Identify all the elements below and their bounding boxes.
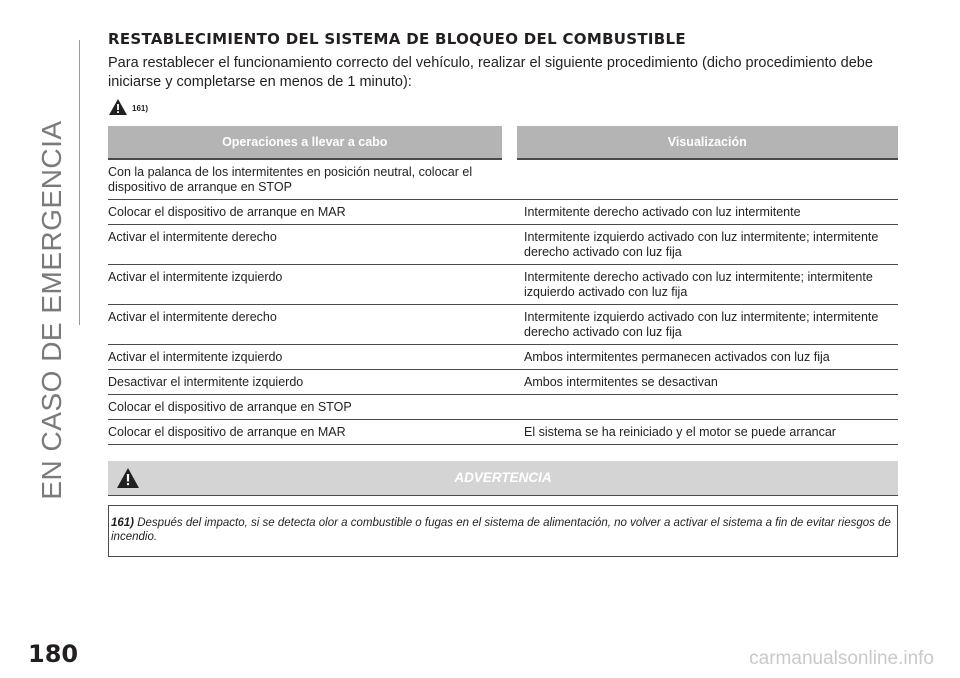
display-cell: Intermitente derecho activado con luz intermitente: [509, 200, 898, 225]
table-row: [108, 305, 898, 345]
display-cell: El sistema se ha reiniciado y el motor se puede arrancar: [509, 420, 898, 445]
warning-triangle-icon: [108, 98, 128, 116]
intro-paragraph: Para restablecer el funcionamiento correcto del vehículo, realizar el siguiente procedimiento (dicho procedimiento debe iniciarse y completarse en menos de 1 minuto):: [108, 55, 873, 90]
display-cell: Ambos intermitentes permanecen activados con luz fija: [509, 345, 898, 370]
warning-reference-number: 161): [132, 104, 149, 113]
table-row: [108, 395, 898, 420]
table-header-row: [108, 126, 898, 159]
display-cell: Intermitente izquierdo activado con luz intermitente; intermitente derecho activado con luz fija: [509, 305, 898, 345]
advertencia-title: ADVERTENCIA: [454, 470, 552, 485]
display-cell: Intermitente izquierdo activado con luz intermitente; intermitente derecho activado con luz fija: [509, 225, 898, 265]
table-row: [108, 420, 898, 445]
watermark: carmanualsonline.info: [749, 648, 934, 669]
display-cell: [509, 395, 898, 420]
procedure-table: [108, 126, 898, 445]
warning-reference: [108, 94, 898, 116]
operation-cell: Activar el intermitente derecho: [108, 305, 509, 345]
table-row: [108, 159, 898, 200]
sidebar-divider: [79, 40, 80, 325]
warning-triangle-icon: [116, 467, 140, 489]
table-row: [108, 225, 898, 265]
advertencia-header: [108, 461, 898, 496]
operation-cell: Colocar el dispositivo de arranque en MAR: [108, 200, 509, 225]
page-number: 180: [28, 640, 79, 668]
table-row: [108, 370, 898, 395]
column-header-operations: Operaciones a llevar a cabo: [108, 126, 509, 159]
display-cell: Intermitente derecho activado con luz intermitente; intermitente izquierdo activado con luz fija: [509, 265, 898, 305]
operation-cell: Colocar el dispositivo de arranque en STOP: [108, 395, 509, 420]
column-header-display: Visualización: [509, 126, 898, 159]
operation-cell: Activar el intermitente izquierdo: [108, 345, 509, 370]
advertencia-number: 161): [111, 517, 135, 529]
display-cell: Ambos intermitentes se desactivan: [509, 370, 898, 395]
section-title-text: EN CASO DE EMERGENCIA: [36, 120, 67, 500]
operation-cell: Colocar el dispositivo de arranque en MAR: [108, 420, 509, 445]
main-content: [108, 30, 898, 557]
table-row: [108, 265, 898, 305]
advertencia-body: [108, 505, 898, 557]
display-cell: [509, 159, 898, 200]
operation-cell: Desactivar el intermitente izquierdo: [108, 370, 509, 395]
table-row: [108, 345, 898, 370]
operation-cell: Activar el intermitente derecho: [108, 225, 509, 265]
advertencia-text: Después del impacto, si se detecta olor a combustible o fugas en el sistema de alimentación, no volver a activar el sistema a fin de evitar riesgos de incendio.: [111, 517, 891, 543]
table-row: [108, 200, 898, 225]
operation-cell: Activar el intermitente izquierdo: [108, 265, 509, 305]
operation-cell: Con la palanca de los intermitentes en posición neutral, colocar el dispositivo de arranque en STOP: [108, 159, 509, 200]
section-heading: RESTABLECIMIENTO DEL SISTEMA DE BLOQUEO DEL COMBUSTIBLE: [108, 30, 686, 48]
